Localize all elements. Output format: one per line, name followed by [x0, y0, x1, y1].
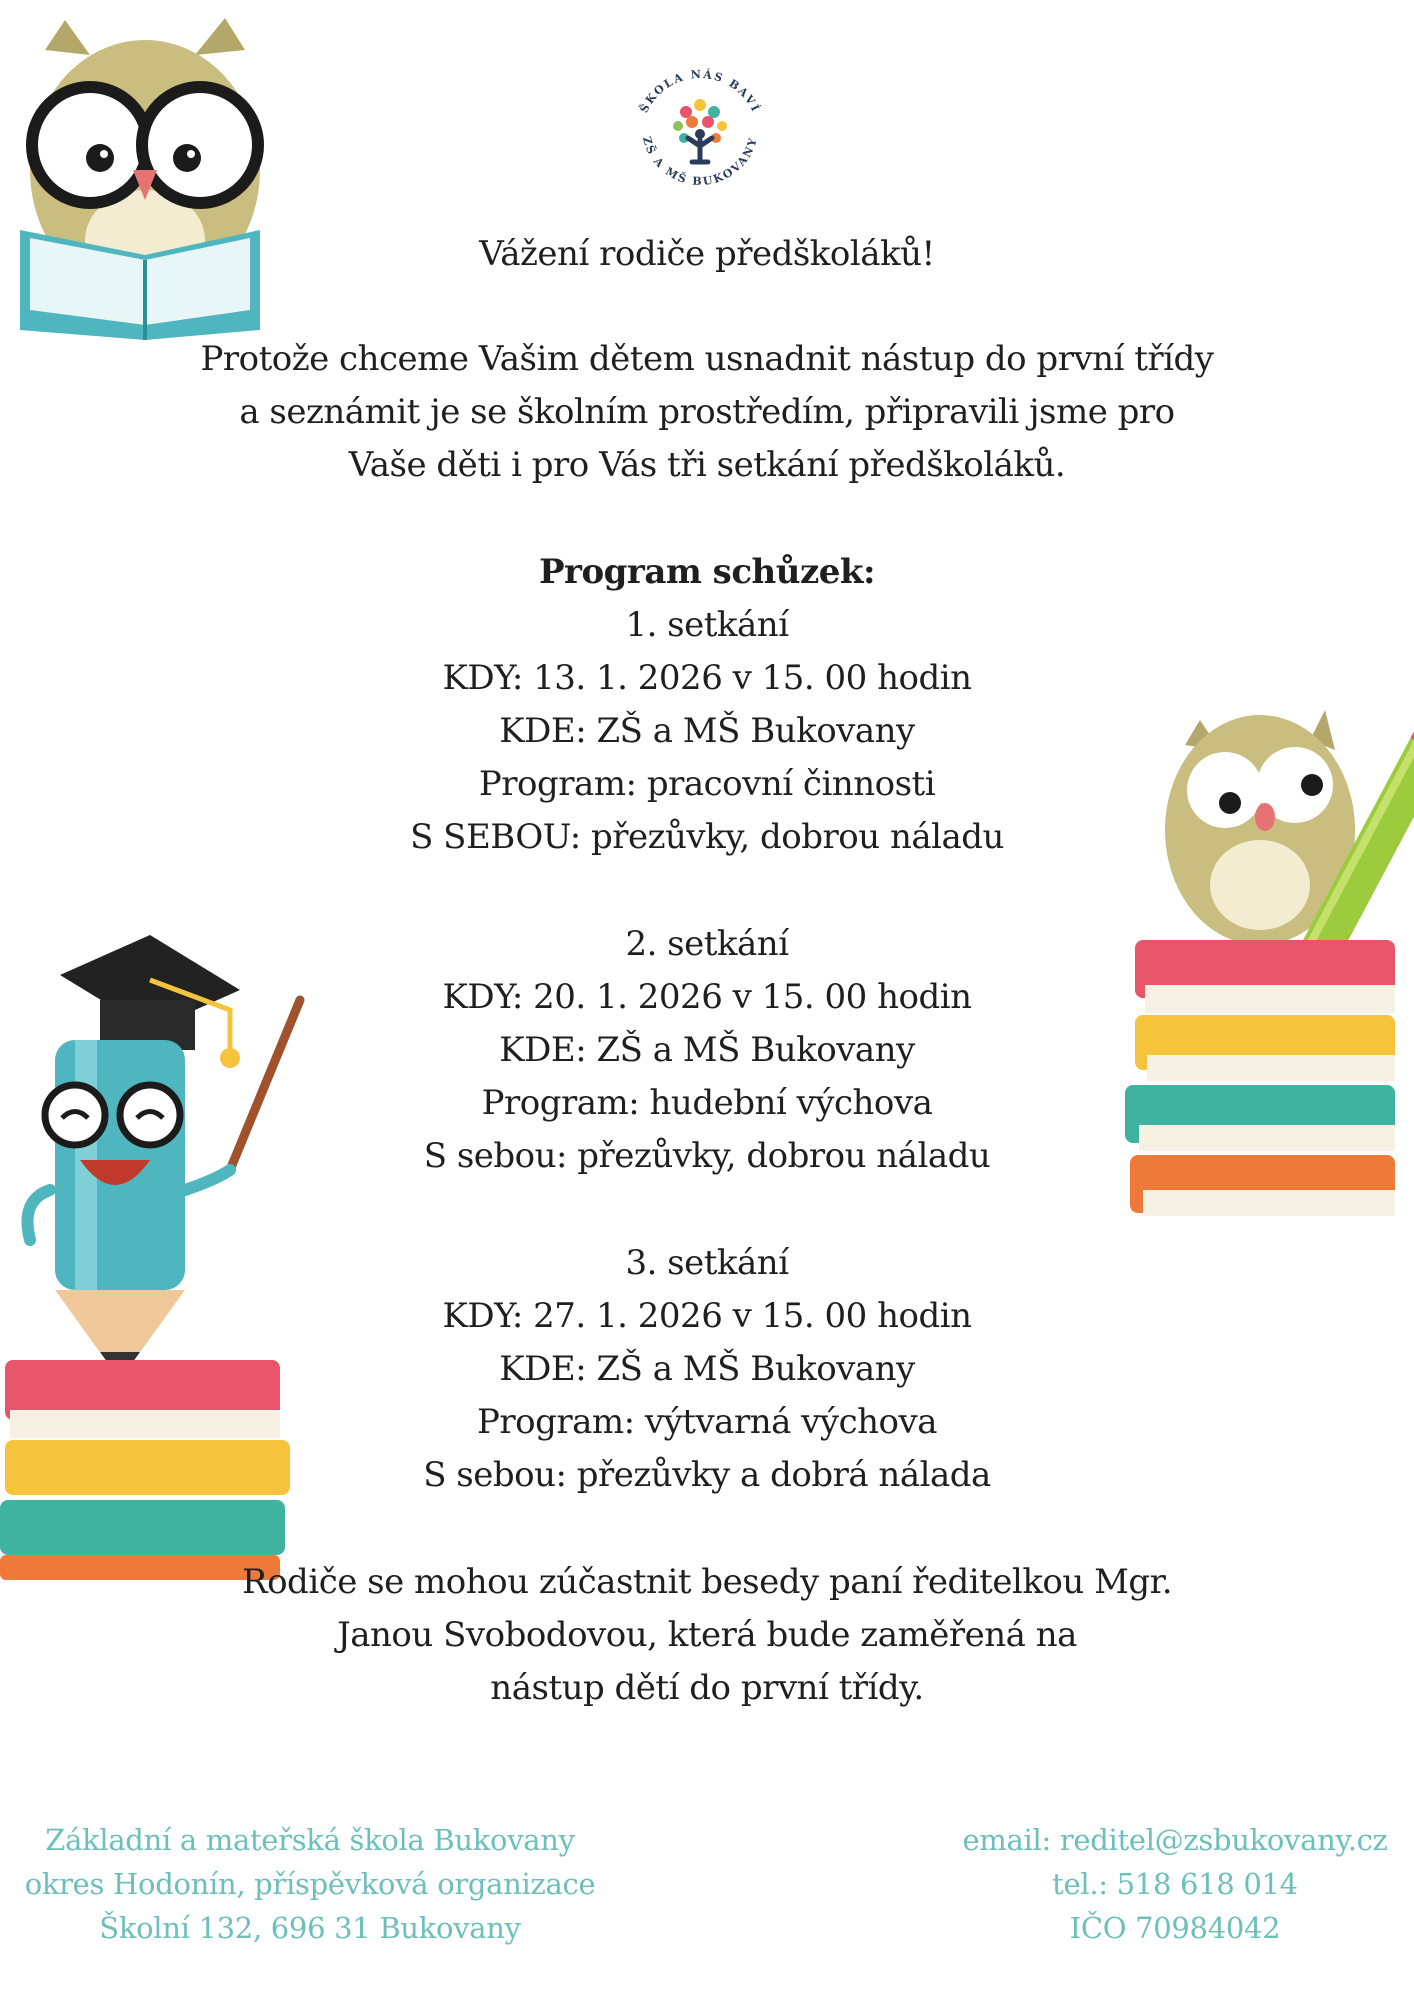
footer-line: Základní a mateřská škola Bukovany	[45, 1823, 575, 1857]
meeting-where: KDE: ZŠ a MŠ Bukovany	[499, 1349, 915, 1389]
intro-line: Vaše děti i pro Vás tři setkání předškoláků.	[348, 445, 1066, 485]
meeting-bring: S sebou: přezůvky a dobrá nálada	[423, 1455, 991, 1495]
footer-ico: IČO 70984042	[1069, 1911, 1281, 1945]
meeting-2	[180, 918, 1234, 1183]
program-title: Program schůzek:	[538, 552, 876, 592]
meeting-3	[180, 1237, 1234, 1502]
footer-line: okres Hodonín, příspěvková organizace	[24, 1867, 596, 1901]
meeting-1	[180, 599, 1234, 864]
closing-line: Rodiče se mohou zúčastnit besedy paní ředitelkou Mgr.	[241, 1562, 1172, 1602]
intro-line: Protože chceme Vašim dětem usnadnit nástup do první třídy	[200, 339, 1214, 379]
greeting: Vážení rodiče předškoláků!	[479, 234, 935, 274]
meeting-when: KDY: 13. 1. 2026 v 15. 00 hodin	[442, 658, 972, 698]
footer-phone: tel.: 518 618 014	[1052, 1867, 1298, 1901]
meeting-title: 2. setkání	[625, 924, 789, 964]
footer-email[interactable]: email: reditel@zsbukovany.cz	[962, 1823, 1388, 1857]
owl-reading-illustration	[5, 10, 275, 340]
footer-school-address	[20, 1818, 600, 1950]
meeting-when: KDY: 20. 1. 2026 v 15. 00 hodin	[442, 977, 972, 1017]
footer-contact	[955, 1818, 1395, 1950]
closing-line: nástup dětí do první třídy.	[490, 1668, 924, 1708]
meeting-when: KDY: 27. 1. 2026 v 15. 00 hodin	[442, 1296, 972, 1336]
logo-bottom-text: ZŠ A MŠ BUKOVANY	[639, 135, 761, 189]
closing-line: Janou Svobodovou, která bude zaměřená na	[337, 1615, 1077, 1655]
meeting-title: 1. setkání	[625, 605, 789, 645]
meeting-where: KDE: ZŠ a MŠ Bukovany	[499, 1030, 915, 1070]
closing-paragraph	[180, 1556, 1234, 1715]
meeting-program: Program: pracovní činnosti	[478, 764, 936, 804]
meeting-program: Program: výtvarná výchova	[477, 1402, 937, 1442]
footer-line: Školní 132, 696 31 Bukovany	[99, 1911, 521, 1945]
heart-tree-icon	[673, 99, 727, 162]
meeting-title: 3. setkání	[625, 1243, 789, 1283]
logo-top-text: ŠKOLA NÁS BAVÍ	[637, 67, 763, 115]
meeting-bring: S SEBOU: přezůvky, dobrou náladu	[410, 817, 1004, 857]
meeting-where: KDE: ZŠ a MŠ Bukovany	[499, 711, 915, 751]
meeting-bring: S sebou: přezůvky, dobrou náladu	[423, 1136, 991, 1176]
intro-paragraph	[180, 333, 1234, 492]
meeting-program: Program: hudební výchova	[481, 1083, 933, 1123]
intro-line: a seznámit je se školním prostředím, připravili jsme pro	[239, 392, 1175, 432]
school-logo	[620, 50, 780, 210]
